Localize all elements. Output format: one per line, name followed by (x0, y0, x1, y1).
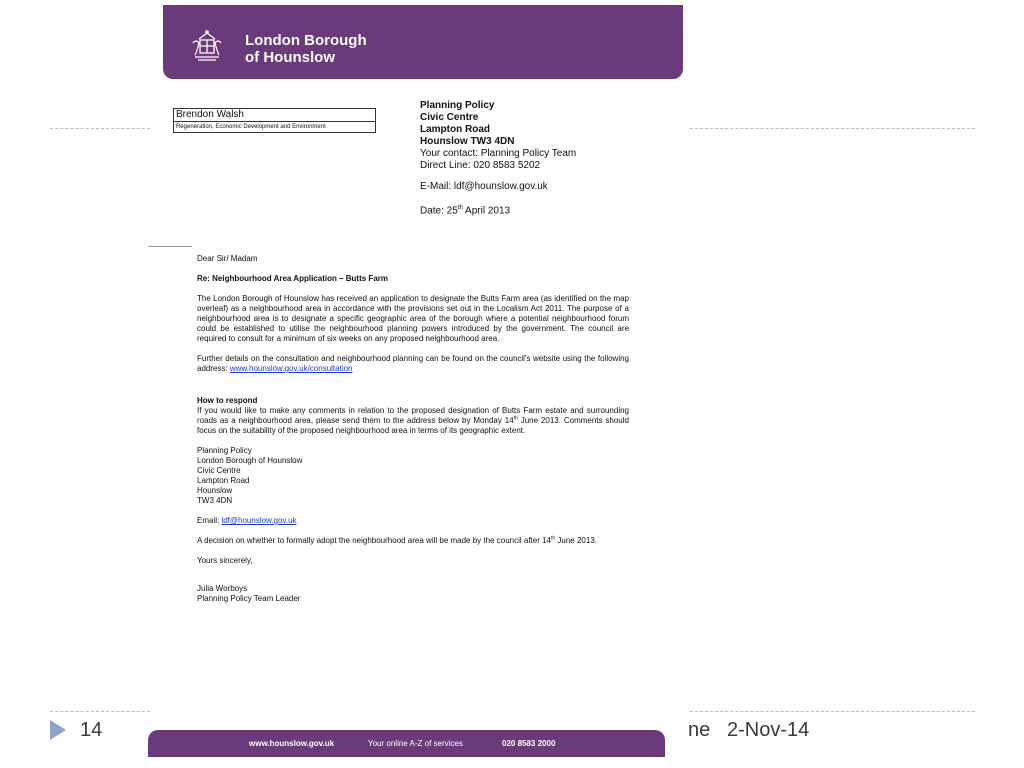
slide-footer-text: ne (688, 719, 711, 741)
signatory-title: Planning Policy Team Leader (197, 594, 301, 603)
slide-date: 2-Nov-14 (727, 719, 810, 741)
address-line2: Lampton Road (420, 124, 490, 135)
email-link[interactable]: ldf@hounslow.gov.uk (221, 516, 297, 525)
address-dept: Planning Policy (420, 100, 495, 111)
salutation: Dear Sir/ Madam (197, 254, 258, 263)
signatory-name: Julia Worboys (197, 584, 248, 593)
letter-date: Date: 25th April 2013 (420, 205, 511, 217)
council-banner (163, 5, 683, 79)
council-name-line2: of Hounslow (245, 49, 335, 66)
footer-tagline: Your online A-Z of services (368, 739, 463, 748)
footer-divider-left (50, 711, 150, 712)
sender-name: Brendon Walsh (174, 109, 375, 122)
respond-heading: How to respond (197, 396, 258, 405)
address-contact: Your contact: Planning Policy Team (420, 148, 577, 159)
slide-number: 14 (80, 719, 103, 741)
consultation-link[interactable]: www.hounslow.gov.uk/consultation (229, 364, 353, 373)
letter-body (197, 254, 629, 604)
reply-address: Planning Policy London Borough of Hounslow Civic Centre Lampton Road Hounslow TW3 4DN (197, 446, 303, 505)
footer-website: www.hounslow.gov.uk (249, 739, 335, 748)
closing: Yours sincerely, (197, 556, 253, 565)
address-direct-line: Direct Line: 020 8583 5202 (420, 160, 541, 171)
footer-divider-right (690, 711, 975, 712)
header-divider-right (690, 128, 975, 129)
slide-arrow-icon (50, 720, 66, 740)
crest-icon (189, 29, 225, 63)
address-email: E-Mail: ldf@hounslow.gov.uk (420, 181, 548, 192)
sender-box (173, 108, 376, 133)
footer-phone: 020 8583 2000 (502, 739, 556, 748)
council-name-line1: London Borough (245, 32, 367, 49)
email-line: Email: ldf@hounslow.gov.uk (197, 516, 297, 525)
fold-mark (148, 246, 192, 247)
letter-footer-bar (148, 730, 665, 757)
paragraph-details: Further details on the consultation and neighbourhood planning can be found on the council's website using the following address: www.hounslow.gov.uk/consultation (197, 354, 629, 373)
paragraph-intro: The London Borough of Hounslow has received an application to designate the Butts Farm area (as identified on the map overleaf) as a neighbourhood area in accordance with the provisions set out in the Localism Act 2011. The purpose of a neighbourhood area is to designate a specific geographic area of the borough where a potential neighbourhood forum could be established to utilise the neighbourhood planning powers introduced by the government. The council are required to consult for a minimum of six weeks on any proposed neighbourhood area. (197, 294, 629, 343)
paragraph-respond: If you would like to make any comments in relation to the proposed designation of Butts Farm estate and surrounding roads as a neighbourhood area, please send them to the address below by Monday 14th June 2013. Comments should focus on the suitability of the proposed neighbourhood area in terms of its geographic extent. (197, 406, 629, 435)
sender-department: Regeneration, Economic Development and Environment (176, 124, 326, 130)
paragraph-decision: A decision on whether to formally adopt the neighbourhood area will be made by the council after 14th June 2013. (197, 535, 597, 545)
letter-document (148, 0, 686, 768)
council-address (420, 100, 576, 217)
header-divider-left (50, 128, 150, 129)
council-name (245, 32, 367, 66)
subject-line: Re: Neighbourhood Area Application – Butts Farm (197, 274, 388, 283)
address-line3: Hounslow TW3 4DN (420, 136, 515, 147)
address-line1: Civic Centre (420, 112, 479, 123)
